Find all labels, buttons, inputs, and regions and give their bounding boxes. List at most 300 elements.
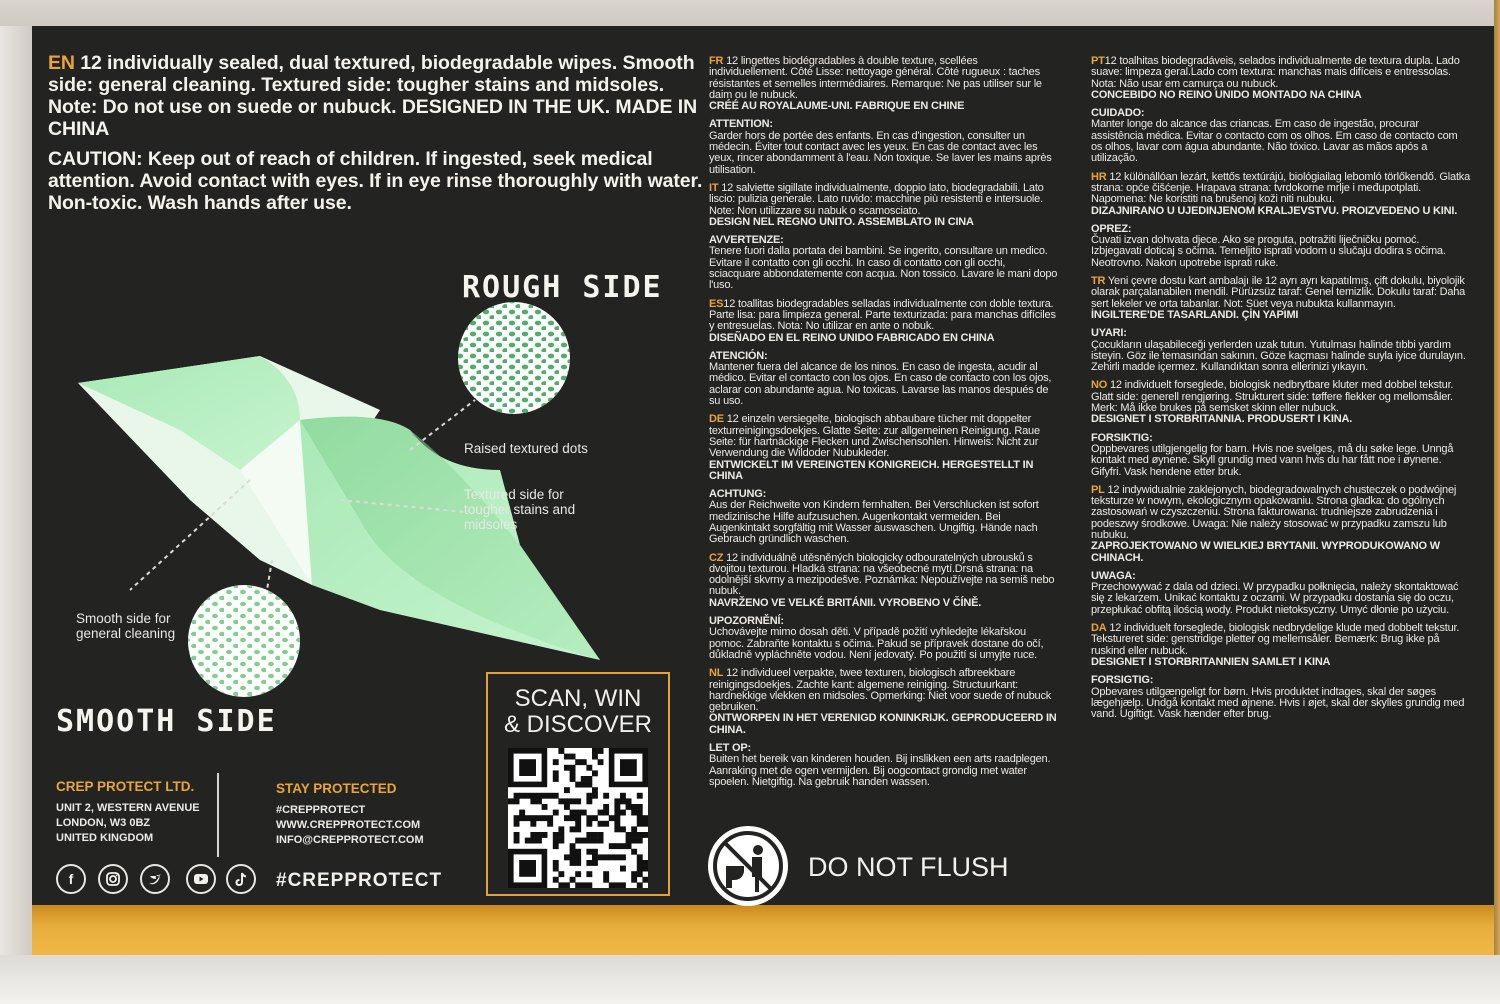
block-text: [709, 183, 1059, 217]
qr-module: [536, 815, 542, 821]
qr-module: [631, 826, 637, 832]
discover-line: & DISCOVER: [503, 711, 653, 738]
block-body: Garder hors de portée des enfants. En cas d'ingestion, consulter un médecin. Éviter tout contact avec les yeux. En cas de contact avec les yeux, rincer abondamment à l'eau. Non toxique. Se laver les mains après utilisation.: [709, 129, 1052, 176]
block-body: Tenere fuori dalla portata dei bambini. Se ingerito, consultare un medico. Evitare il contatto con gli occhi. In caso di contatto con gli occhi, sciacquare abbondatemente con acqua. Non tossico. Lavare le mani dopo l'uso.: [709, 245, 1058, 292]
qr-module: [536, 832, 542, 838]
qr-module: [642, 832, 648, 838]
qr-module: [586, 776, 592, 782]
origin-line: DESIGNET I STORBRITANNIA. PRODUSERT I KINA.: [1091, 413, 1353, 426]
block-text: [709, 246, 1059, 291]
qr-module: [581, 776, 587, 782]
qr-module: [536, 793, 542, 799]
block-text: [1091, 56, 1471, 90]
hashtag-line[interactable]: #CREPPROTECT: [276, 804, 366, 816]
caution-heading: OPREZ:: [1091, 222, 1132, 235]
qr-module: [620, 882, 626, 888]
smooth-side-note: Smooth side for general cleaning: [76, 611, 176, 641]
caution-heading: ATTENTION:: [709, 118, 773, 131]
qr-module: [614, 815, 620, 821]
qr-module: [598, 838, 604, 844]
qr-module: [530, 793, 536, 799]
block-text: [709, 668, 1059, 713]
info-divider: [217, 773, 219, 857]
block-body: 12 toallitas biodegradables selladas individualmente con doble textura. Parte lisa: para limpieza general. Parte texturizada: para manchas difíciles y entresuelas. Nota: No utilizar en ante o nobuk.: [709, 297, 1056, 333]
qr-module: [598, 810, 604, 816]
block-text: [709, 553, 1059, 598]
qr-module: [570, 860, 576, 866]
block-body: 12 individuelt forseglede, biologisk nedbrydelige klude med dobbelt tekstur. Tekstureret side: genstridige pletter og mellemsåler. Bemærk: Brug ikke på ruskind eller nubuck.: [1091, 622, 1460, 657]
qr-module: [575, 849, 581, 855]
block-text: [1091, 119, 1471, 164]
caution-heading: ATENCIÓN:: [709, 349, 768, 362]
caution-block: [709, 743, 1059, 788]
address-line-3: UNITED KINGDOM: [56, 832, 154, 844]
qr-module: [553, 843, 559, 849]
scan-win-discover-box[interactable]: [486, 672, 670, 896]
qr-module: [519, 860, 536, 877]
qr-code[interactable]: [508, 748, 648, 888]
block-body: Oppbevares utilgjengelig for barn. Hvis noe svelges, må du søke lege. Unngå kontakt med øynene. Skyll grundig med vann hvis du har fått noe i øynene. Gifyfri. Vask hendene etter bruk.: [1091, 442, 1454, 478]
qr-module: [570, 849, 576, 855]
qr-module: [631, 804, 637, 810]
qr-module: [586, 832, 592, 838]
qr-module: [626, 838, 632, 844]
language-code: TR: [1091, 275, 1106, 288]
block-body: Uchovávejte mimo dosah děti. V případě požití vyhledejte lékařskou pomoc. Zabraňte kontaktu s očima. Pakud se přípravek dostane do očí, důkladně vypláchněte vodou. Není jedovatý. Po použití si umyjte ruce.: [709, 626, 1044, 661]
qr-module: [575, 782, 581, 788]
origin-line: ONTWORPEN IN HET VERENIGD KONINKRIJK. GEPRODUCEERD IN CHINA.: [709, 712, 1057, 736]
qr-module: [592, 793, 598, 799]
description-block: [1091, 380, 1471, 425]
block-text: [709, 362, 1059, 407]
qr-module: [586, 765, 592, 771]
twitter-icon[interactable]: [140, 864, 170, 894]
qr-module: [564, 882, 570, 888]
qr-module: [581, 882, 587, 888]
email-link[interactable]: INFO@CREPPROTECT.COM: [276, 834, 424, 846]
description-block: [709, 56, 1059, 112]
qr-module: [558, 798, 564, 804]
qr-module: [637, 821, 643, 827]
qr-module: [575, 821, 581, 827]
scan-win-heading: [488, 686, 668, 738]
language-code: PL: [1091, 483, 1105, 496]
origin-line: CRÉÉ AU ROYALAUME-UNI. FABRIQUE EN CHINE: [709, 100, 965, 113]
qr-module: [637, 793, 643, 799]
qr-module: [514, 798, 520, 804]
qr-module: [586, 838, 592, 844]
caution-block: [709, 351, 1059, 407]
caution-heading: ACHTUNG:: [709, 488, 767, 501]
caution-block: [1091, 675, 1471, 720]
contact-info: [276, 803, 424, 848]
description-block: [1091, 56, 1471, 101]
qr-module: [514, 821, 520, 827]
qr-module: [570, 854, 576, 860]
rough-side-label: ROUGH SIDE: [462, 270, 663, 305]
do-not-flush-text: DO NOT FLUSH: [808, 852, 1009, 882]
block-text: [709, 414, 1059, 459]
qr-module: [570, 826, 576, 832]
caution-block: [1091, 571, 1471, 616]
qr-module: [592, 860, 598, 866]
qr-module: [637, 860, 643, 866]
block-text: [1091, 444, 1471, 478]
qr-module: [603, 793, 609, 799]
block-body: Čuvati izvan dohvata djece. Ako se proguta, potražiti liječničku pomoć. Izbjegavati doticaj s očima. Temeljito isprati vodom u slučaju dodira s očima. Neotrovno. Nakon upotrebe isprati ruke.: [1091, 234, 1446, 269]
qr-module: [514, 832, 520, 838]
block-text: [1091, 582, 1471, 616]
qr-module: [525, 793, 531, 799]
block-text: [709, 131, 1059, 176]
language-code: NL: [709, 667, 724, 680]
multilingual-column-1: [709, 56, 1059, 795]
caution-heading: UWAGA:: [1091, 569, 1136, 582]
qr-module: [637, 854, 643, 860]
qr-module: [637, 804, 643, 810]
qr-module: [586, 871, 592, 877]
qr-module: [575, 815, 581, 821]
qr-module: [637, 866, 643, 872]
qr-module: [631, 877, 637, 883]
qr-module: [586, 793, 592, 799]
description-block: [709, 553, 1059, 609]
qr-module: [598, 854, 604, 860]
qr-module: [530, 832, 536, 838]
qr-module: [620, 826, 626, 832]
description-block: [1091, 485, 1471, 564]
origin-line: DISEÑADO EN EL REINO UNIDO FABRICADO EN CHINA: [709, 331, 995, 344]
qr-module: [536, 838, 542, 844]
qr-module: [553, 832, 559, 838]
hashtag-footer[interactable]: #CREPPROTECT: [276, 870, 443, 891]
qr-module: [553, 793, 559, 799]
qr-module: [553, 776, 559, 782]
qr-module: [581, 782, 587, 788]
qr-module: [581, 838, 587, 844]
qr-module: [558, 871, 564, 877]
qr-module: [570, 770, 576, 776]
block-text: [1091, 623, 1471, 657]
block-body: Yeni çevre dostu kart ambalajı ile 12 ayrı ayrı kapatılmış, çift dokulu, biyolojik olarak parçalanabilen mendil. Pürüzsüz taraf: Genel temizlik. Dokulu taraf: Daha sert lekeler ve orta tabanlar. Not: Süet veya nubukta kullanmayın.: [1091, 275, 1466, 310]
language-code: HR: [1091, 170, 1107, 183]
qr-module: [570, 798, 576, 804]
caution-block: [709, 235, 1059, 291]
origin-line: İNGILTERE'DE TASARLANDI. ÇİN YAPIMI: [1091, 308, 1299, 321]
qr-module: [614, 821, 620, 827]
block-body: 12 különállóan lezárt, kettős textúrájú, biológiailag lebomló törlőkendő. Glatka strana: opće čišćenje. Hrapava strana: tvrdokorne mrlje i međupotplati. Napomena: Ne koristiti na brušenoj koži niti nubuku.: [1091, 170, 1471, 206]
qr-module: [558, 748, 564, 754]
caution-heading: FORSIKTIG:: [1091, 431, 1153, 444]
qr-module: [570, 765, 576, 771]
qr-module: [586, 860, 592, 866]
block-text: [1091, 276, 1471, 310]
qr-module: [564, 804, 570, 810]
origin-line: DESIGNET I STORBRITANNIEN SAMLET I KINA: [1091, 655, 1331, 668]
description-block: [1091, 172, 1471, 217]
qr-module: [631, 832, 637, 838]
qr-module: [575, 838, 581, 844]
qr-module: [530, 821, 536, 827]
qr-module: [547, 821, 553, 827]
qr-module: [614, 882, 620, 888]
qr-module: [642, 860, 648, 866]
qr-module: [542, 804, 548, 810]
box-bottom-edge: [0, 955, 1500, 1004]
block-text: [709, 627, 1059, 661]
qr-module: [637, 815, 643, 821]
qr-module: [553, 810, 559, 816]
description-block: [709, 299, 1059, 344]
origin-line: DIZAJNIRANO U UJEDINJENOM KRALJEVSTVU. PROIZVEDENO U KINI.: [1091, 204, 1458, 217]
block-text: [1091, 485, 1471, 541]
qr-module: [581, 759, 587, 765]
qr-module: [620, 810, 626, 816]
company-name: CREP PROTECT LTD.: [56, 779, 195, 794]
block-body: 12 individuelt forseglede, biologisk nedbrytbare kluter med dobbel tekstur. Glatt side: generell rengjøring. Strukturert side: tøffere flekker og mellomsåler. Merk: Må ikke brukes på semsket skinn eller nubuck.: [1091, 379, 1454, 415]
english-caution: CAUTION: Keep out of reach of children. If ingested, seek medical attention. Avoid contact with eyes. If in eye rinse thoroughly with water. Non-toxic. Wash hands after use.: [48, 148, 703, 214]
qr-module: [553, 759, 559, 765]
qr-module: [642, 821, 648, 827]
qr-module: [620, 793, 626, 799]
qr-module: [603, 854, 609, 860]
block-body: 12 indywidualnie zaklejonych, biodegradowalnych chusteczek o podwójnej teksturze w nowym, ekologicznym opakowaniu. Strona gładka: do ogólnych zastosowań w czyszczeniu. Strona fakturowana: trudniejsze zabrudzenia i podeszwy środkowe. Uwaga: Nie należy stosować w przypadku zamszu lub nubuku.: [1091, 483, 1457, 541]
qr-module: [586, 798, 592, 804]
qr-module: [570, 843, 576, 849]
qr-module: [564, 854, 570, 860]
website-link[interactable]: WWW.CREPPROTECT.COM: [276, 819, 421, 831]
qr-module: [514, 838, 520, 844]
origin-line: DESIGN NEL REGNO UNITO. ASSEMBLATO IN CINA: [709, 215, 974, 228]
caution-heading: UPOZORNĚNÍ:: [709, 615, 784, 628]
qr-module: [547, 793, 553, 799]
qr-module: [575, 810, 581, 816]
multilingual-column-2: [1091, 56, 1471, 727]
block-body: Mantener fuera del alcance de los ninos. En caso de ingesta, acudir al médico. Evitar el contacto con los ojos. En caso de contacto con los ojos, aclarar con abundante agua. No toxicas. Lavarse las manos después de su uso.: [709, 361, 1052, 408]
qr-module: [598, 748, 604, 754]
block-text: [709, 500, 1059, 545]
qr-module: [609, 882, 615, 888]
qr-module: [603, 821, 609, 827]
language-code: EN: [48, 52, 75, 74]
qr-module: [575, 826, 581, 832]
block-text: [709, 754, 1059, 788]
qr-module: [586, 782, 592, 788]
language-code: CZ: [709, 551, 724, 564]
block-body: Buiten het bereik van kinderen houden. Bij inslikken een arts raadplegen. Aanraking met de ogen vermijden. Bij oogcontact grondig met water spoelen. Nietgiftig. Na gebruik handen wassen.: [709, 753, 1051, 788]
language-code: FR: [709, 55, 724, 67]
qr-module: [575, 871, 581, 877]
qr-module: [609, 815, 615, 821]
block-text: [1091, 380, 1471, 414]
qr-module: [553, 877, 559, 883]
qr-module: [626, 832, 632, 838]
qr-module: [525, 838, 531, 844]
wipe-illustration: [0, 0, 700, 760]
origin-line: NAVRŽENO VE VELKÉ BRITÁNII. VYROBENO V ČÍNĚ.: [709, 596, 982, 609]
qr-module: [514, 815, 520, 821]
company-address: [56, 801, 200, 846]
qr-module: [553, 866, 559, 872]
qr-module: [530, 838, 536, 844]
instagram-icon[interactable]: [98, 864, 128, 894]
block-body: Opbevares utilgængeligt for børn. Hvis produktet indtages, skal der søges lægehjælp. Undgå kontakt med øjnene. Hvis i øjet, skal der skylles grundig med vand. Ugiftigt. Vask hænder efter brug.: [1091, 685, 1465, 721]
rough-side-circle: [458, 302, 570, 414]
qr-module: [603, 871, 609, 877]
caution-heading: AVVERTENZE:: [709, 234, 784, 247]
block-text: [1091, 235, 1471, 269]
qr-module: [642, 815, 648, 821]
caution-heading: UYARI:: [1091, 327, 1127, 340]
description-block: [709, 183, 1059, 228]
qr-module: [553, 770, 559, 776]
qr-module: [637, 871, 643, 877]
smooth-side-circle: [188, 585, 300, 697]
qr-module: [631, 849, 637, 855]
qr-module: [575, 882, 581, 888]
qr-module: [564, 787, 570, 793]
caution-block: [1091, 224, 1471, 269]
caution-block: [1091, 328, 1471, 373]
tiktok-icon[interactable]: [226, 864, 256, 894]
qr-module: [570, 810, 576, 816]
qr-module: [508, 798, 514, 804]
qr-module: [570, 877, 576, 883]
qr-module: [558, 882, 564, 888]
english-description-text: 12 individually sealed, dual textured, biodegradable wipes. Smooth side: general cleaning. Textured side: tougher stains and midsoles. Note: Do not use on suede or nubuck. DESIGNED IN THE UK. MADE IN CHINA: [48, 52, 698, 140]
qr-module: [586, 815, 592, 821]
origin-line: ENTWICKELT IM VEREINGTEN KONIGREICH. HERGESTELLT IN CHINA: [709, 458, 1034, 482]
qr-module: [614, 826, 620, 832]
language-code: IT: [709, 181, 719, 194]
qr-module: [530, 798, 536, 804]
stay-protected-label: STAY PROTECTED: [276, 781, 397, 796]
qr-module: [564, 765, 570, 771]
qr-module: [603, 877, 609, 883]
language-code: DA: [1091, 622, 1107, 635]
qr-module: [558, 838, 564, 844]
block-text: [709, 56, 1059, 101]
block-body: 12 toalhitas biodegradáveis, selados individualmente de textura dupla. Lado suave: limpeza geral.Lado com textura: manchas mais difíceis e entressolas. Nota: Não usar em camurça ou nubuck.: [1091, 55, 1460, 90]
qr-module: [592, 787, 598, 793]
qr-module: [553, 860, 559, 866]
qr-module: [614, 810, 620, 816]
block-text: [1091, 340, 1471, 374]
qr-module: [592, 754, 598, 760]
qr-module: [553, 838, 559, 844]
qr-module: [592, 770, 598, 776]
block-text: [1091, 172, 1471, 206]
qr-module: [609, 854, 615, 860]
qr-module: [519, 810, 525, 816]
qr-module: [519, 759, 536, 776]
qr-module: [642, 866, 648, 872]
qr-module: [626, 804, 632, 810]
block-body: Aus der Reichweite von Kindern fernhalten. Bei Verschlucken ist sofort medizinische Hilfe aufzusuchen. Augenkontakt vermeiden. Bei Augenkintakt sorgfältig mit Wasser auswaschen. Ungiftig. Hände nach Gebrauch gründlich waschen.: [709, 499, 1039, 546]
qr-module: [603, 804, 609, 810]
qr-module: [598, 821, 604, 827]
youtube-icon[interactable]: [186, 864, 216, 894]
caution-block: [1091, 108, 1471, 164]
qr-module: [519, 815, 525, 821]
qr-module: [614, 854, 620, 860]
description-block: [1091, 623, 1471, 668]
caution-block: [709, 119, 1059, 175]
caution-block: [1091, 433, 1471, 478]
qr-module: [575, 759, 581, 765]
qr-module: [570, 754, 576, 760]
qr-module: [592, 849, 598, 855]
caution-heading: CUIDADO:: [1091, 107, 1145, 120]
qr-module: [620, 798, 626, 804]
qr-module: [542, 793, 548, 799]
block-body: Manter longe do alcance das criancas. Em caso de ingestão, procurar assistência médica. Evitar o contacto com os olhos. Em caso de contacto com os olhos, lavar com água abundante. Não tóxico. Lavar as mãos após a utilização.: [1091, 118, 1458, 165]
qr-module: [631, 838, 637, 844]
qr-module: [570, 776, 576, 782]
qr-module: [575, 860, 581, 866]
qr-module: [570, 815, 576, 821]
caution-block: [709, 489, 1059, 545]
qr-module: [637, 832, 643, 838]
block-body: Przechowywać z dala od dzieci. W przypadku połknięcia, należy skontaktować się z lekarzem. Unikać kontaktu z oczami. W przypadku dostania się do oczu, przepłukać obfitą ilością wody. Produkt nietoksyczny. Umyć dłonie po użyciu.: [1091, 581, 1459, 616]
block-body: Çocukların ulaşabileceği yerlerden uzak tutun. Yutulması halinde tıbbi yardım isteyin. Göz ile temasından sakının. Göze kaçması halinde suyla iyice durulayın. Zehirli madde içermez. Kullandıktan sonra ellerinizi yıkayın.: [1091, 338, 1466, 374]
qr-module: [631, 810, 637, 816]
qr-module: [564, 754, 570, 760]
block-body: 12 individuálně utěsněných biologicky odbouratelných ubrousků s dvojitou texturou. Hladká strana: na všeobecné mytí.Drsná strana: na odolnější skvrny a mezipodešve. Poznámka: Nepoužívejte na semiš nebo nubuk.: [709, 551, 1055, 598]
qr-module: [603, 810, 609, 816]
block-body: 12 einzeln versiegelte, biologisch abbaubare tücher mit doppelter texturreinigingsdoekjes. Glatte Seite: zur allgemeinen Reinigung. Raue Seite: für hartnäckige Flecken und Zwischensohlen. Hinweis: Nicht zur Verwendung die Wildoder Nubukleder.: [709, 413, 1040, 460]
qr-module: [575, 854, 581, 860]
qr-module: [542, 815, 548, 821]
qr-module: [581, 810, 587, 816]
qr-module: [592, 854, 598, 860]
description-block: [709, 414, 1059, 482]
smooth-side-label: SMOOTH SIDE: [56, 704, 277, 739]
origin-line: ZAPROJEKTOWANO W WIELKIEJ BRYTANII. WYPRODUKOWANO W CHINACH.: [1091, 540, 1440, 564]
qr-module: [547, 815, 553, 821]
qr-module: [542, 832, 548, 838]
language-code: NO: [1091, 379, 1108, 392]
qr-module: [631, 871, 637, 877]
textured-side-label: Textured side for tougher stains and midsoles: [464, 487, 576, 532]
address-line-1: UNIT 2, WESTERN AVENUE: [56, 802, 200, 814]
qr-module: [564, 798, 570, 804]
qr-code-pattern: [508, 748, 648, 888]
qr-module: [530, 815, 536, 821]
qr-module: [536, 798, 542, 804]
box-right-edge: [1494, 0, 1500, 960]
qr-module: [514, 793, 520, 799]
qr-module: [519, 793, 525, 799]
block-text: [1091, 687, 1471, 721]
qr-module: [614, 804, 620, 810]
qr-module: [626, 798, 632, 804]
qr-module: [598, 759, 604, 765]
qr-module: [620, 854, 626, 860]
qr-module: [592, 838, 598, 844]
facebook-icon[interactable]: f: [56, 864, 86, 894]
qr-module: [525, 815, 531, 821]
qr-module: [592, 748, 598, 754]
caution-block: [709, 616, 1059, 661]
qr-module: [620, 843, 626, 849]
qr-module: [614, 798, 620, 804]
caution-heading: LET OP:: [709, 742, 751, 755]
caution-heading: FORSIGTIG:: [1091, 674, 1154, 687]
do-not-flush-icon: [704, 822, 792, 910]
qr-module: [592, 832, 598, 838]
qr-module: [592, 815, 598, 821]
